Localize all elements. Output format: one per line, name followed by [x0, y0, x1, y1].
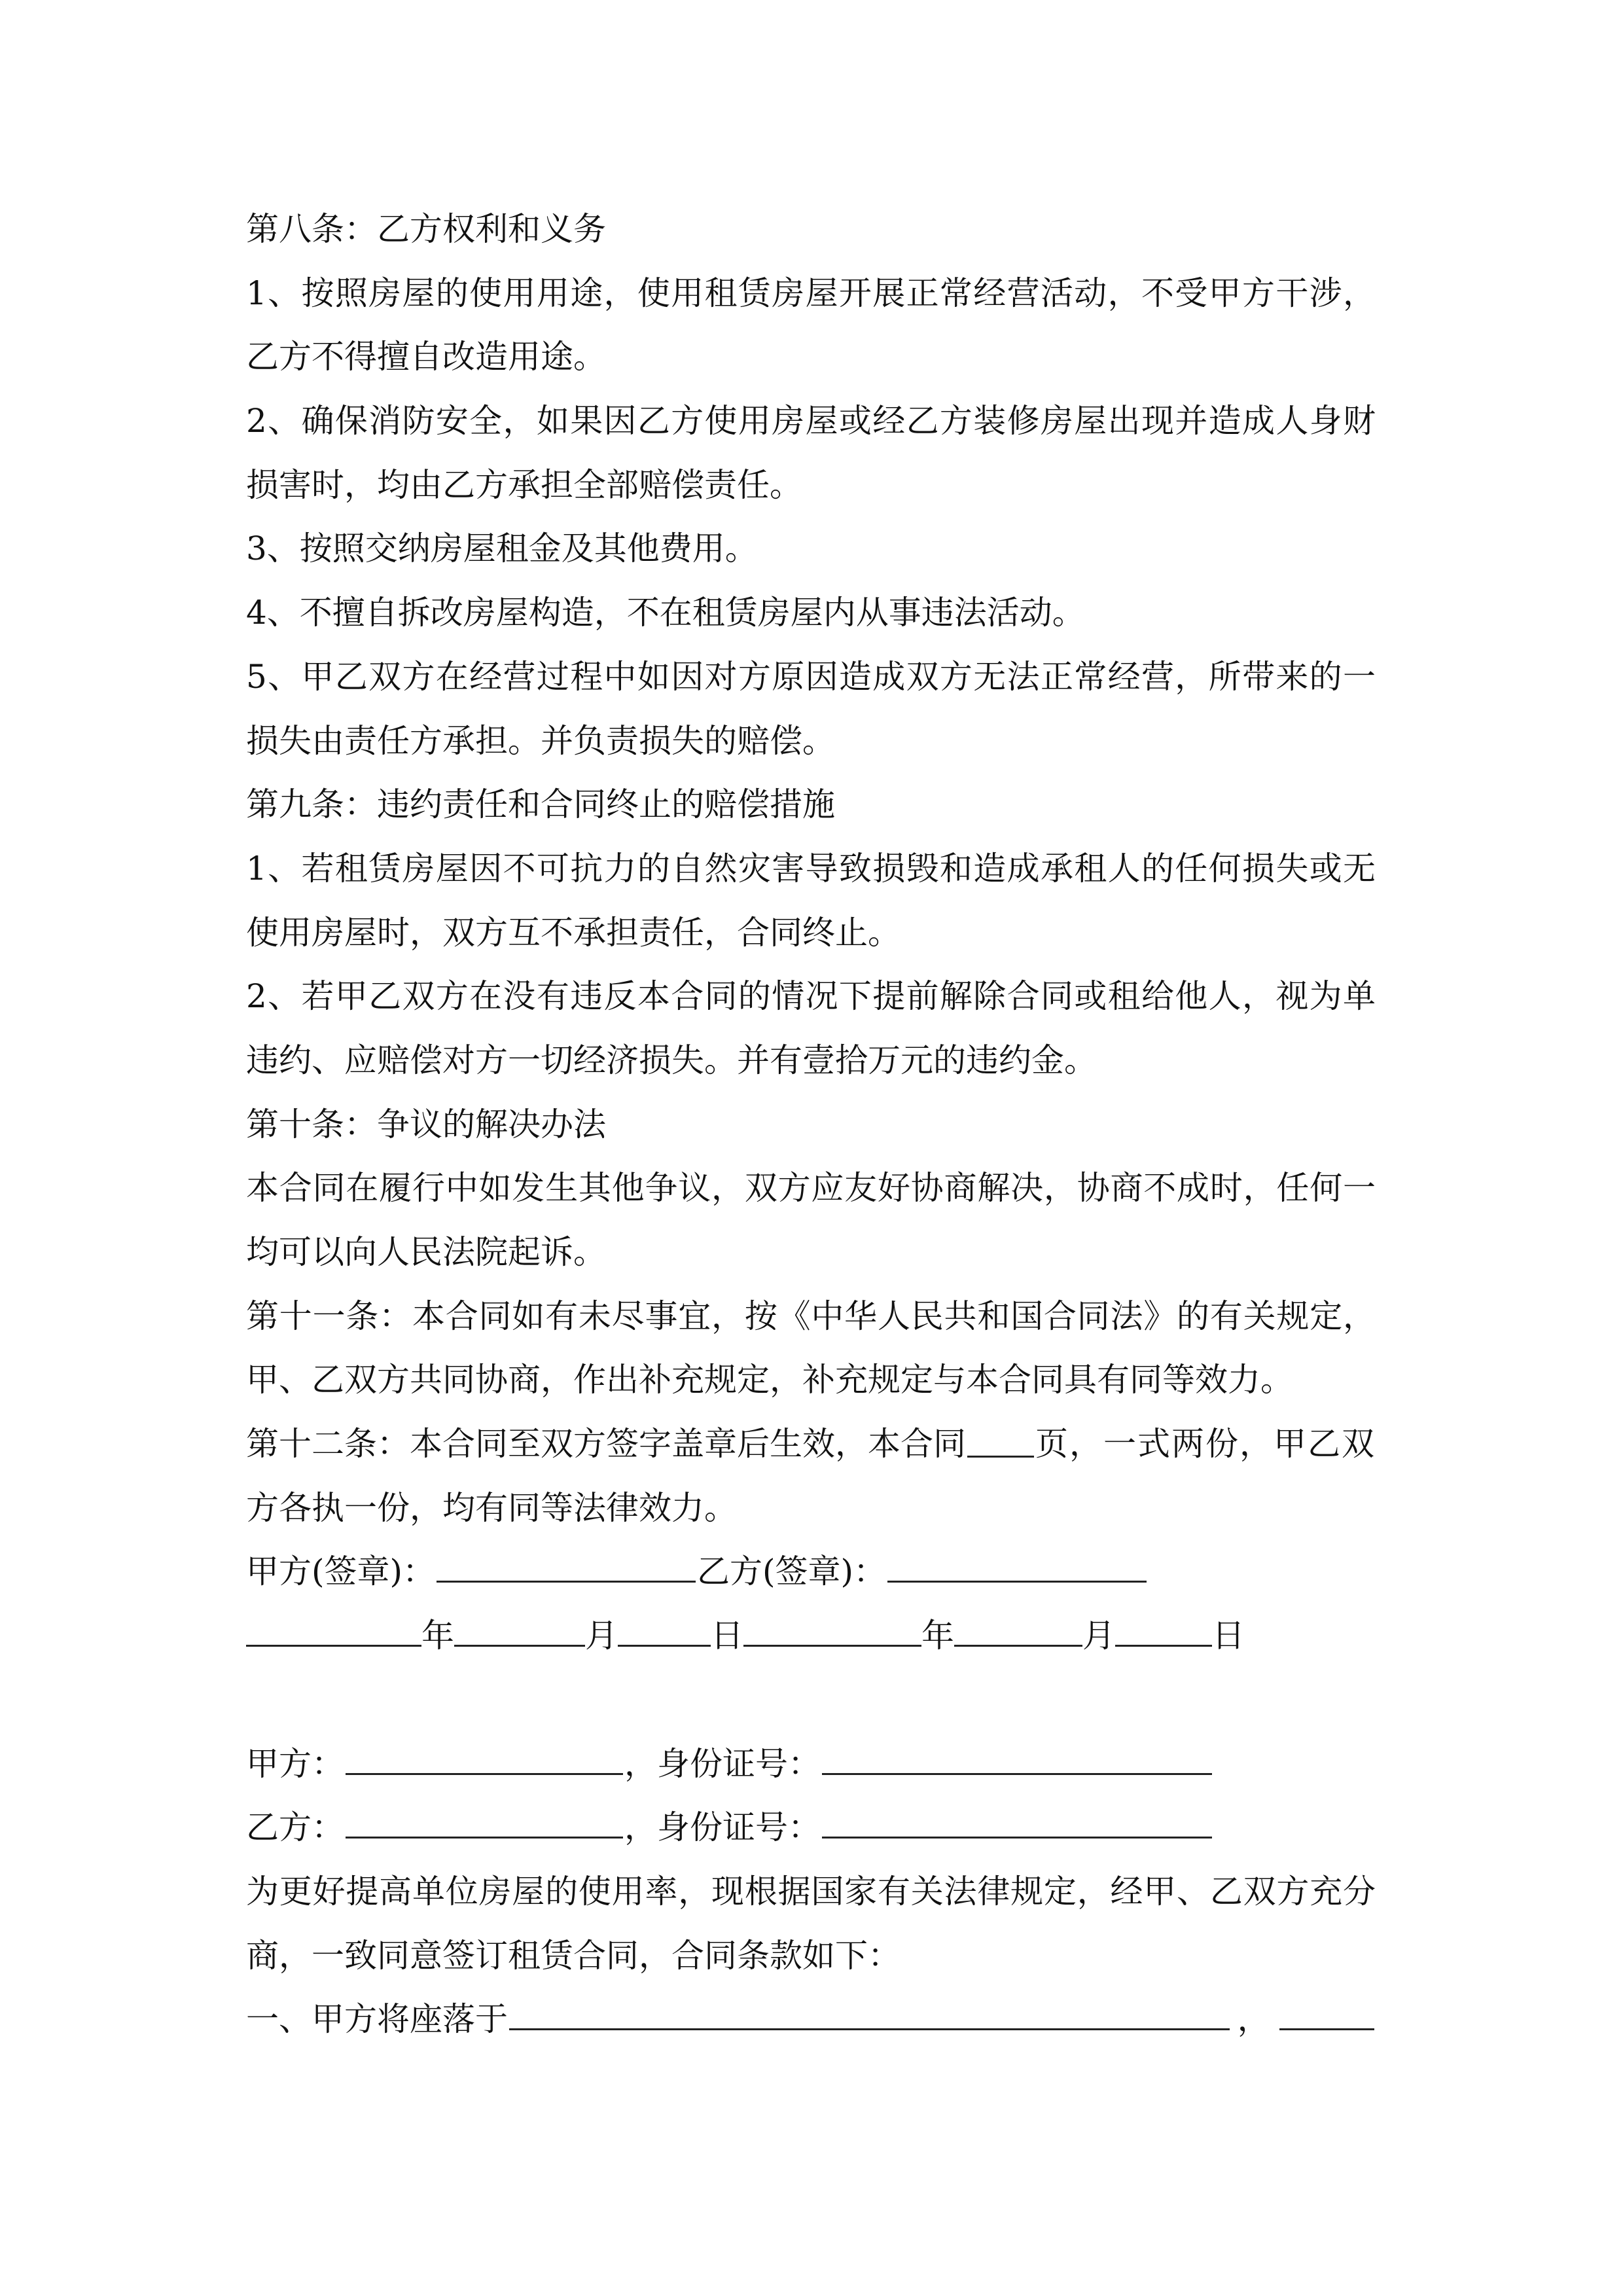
article-11-text-cont: 甲、乙双方共同协商，作出补充规定，补充规定与本合同具有同等效力。: [246, 1361, 1293, 1399]
article-9-title: 第九条：违约责任和合同终止的赔偿措施: [246, 785, 835, 824]
item-1-comma: ，: [1237, 2000, 1270, 2039]
month-label: 月: [585, 1617, 618, 1655]
article-9-item-2-cont: 违约、应赔偿对方一切经济损失。并有壹拾万元的违约金。: [246, 1041, 1097, 1079]
article-12-post: 页，一式两份，甲乙双: [1035, 1425, 1376, 1463]
contract-page: [246, 198, 1376, 2052]
article-10-text: 本合同在履行中如发生其他争议，双方应友好协商解决，协商不成时，任何一: [246, 1169, 1376, 1208]
party-a-id-line: [246, 1732, 1376, 1797]
party-b-day-blank[interactable]: [1115, 1605, 1212, 1647]
party-b-id-blank[interactable]: [822, 1797, 1212, 1839]
article-12-text: [246, 1412, 1376, 1477]
location-blank[interactable]: [509, 1989, 1230, 2030]
party-a-year-blank[interactable]: [246, 1605, 421, 1647]
article-8-item-3: 3、按照交纳房屋租金及其他费用。: [246, 529, 758, 568]
party-a-month-blank[interactable]: [454, 1605, 585, 1647]
intro-text-cont: 商，一致同意签订租赁合同，合同条款如下：: [246, 1936, 901, 1975]
article-8-item-5: 5、甲乙双方在经营过程中如因对方原因造成双方无法正常经营，所带来的一: [246, 657, 1376, 696]
spacer: [246, 1668, 1376, 1732]
party-a-seal-blank[interactable]: [437, 1541, 696, 1583]
article-8-title: 第八条：乙方权利和义务: [246, 210, 606, 248]
party-a-day-blank[interactable]: [618, 1605, 711, 1647]
article-12-pre: 第十二条：本合同至双方签字盖章后生效，本合同: [246, 1425, 966, 1463]
party-b-month-blank[interactable]: [954, 1605, 1082, 1647]
party-a-label: 甲方：: [246, 1744, 344, 1783]
party-b-name-blank[interactable]: [346, 1797, 623, 1839]
article-12-text-cont: 方各执一份，均有同等法律效力。: [246, 1488, 737, 1527]
year-label: 年: [421, 1617, 454, 1655]
item-1-line: [246, 1988, 1376, 2052]
date-line: [246, 1604, 1376, 1668]
party-a-id-blank[interactable]: [822, 1734, 1212, 1775]
party-b-seal-label: 乙方(签章)：: [697, 1552, 887, 1591]
article-9-item-1-cont: 使用房屋时，双方互不承担责任，合同终止。: [246, 913, 901, 952]
party-b-year-blank[interactable]: [743, 1605, 921, 1647]
article-8-item-4: 4、不擅自拆改房屋构造，不在租赁房屋内从事违法活动。: [246, 594, 1085, 632]
item-1-trailing-blank[interactable]: [1279, 1989, 1374, 2030]
article-8-item-5-cont: 损失由责任方承担。并负责损失的赔偿。: [246, 721, 835, 760]
article-9-item-2: 2、若甲乙双方在没有违反本合同的情况下提前解除合同或租给他人，视为单: [246, 977, 1376, 1016]
party-b-label: 乙方：: [246, 1808, 344, 1847]
intro-text: 为更好提高单位房屋的使用率，现根据国家有关法律规定，经甲、乙双方充分: [246, 1872, 1376, 1910]
day-label: 日: [1212, 1617, 1245, 1655]
article-8-item-2: 2、确保消防安全，如果因乙方使用房屋或经乙方装修房屋出现并造成人身财: [246, 402, 1376, 440]
page-count-blank[interactable]: [967, 1412, 1034, 1458]
day-label: 日: [711, 1617, 743, 1655]
article-8-item-1: 1、按照房屋的使用用途，使用租赁房屋开展正常经营活动，不受甲方干涉，: [246, 274, 1376, 312]
party-a-name-blank[interactable]: [346, 1734, 623, 1775]
article-8-item-1-cont: 乙方不得擅自改造用途。: [246, 338, 606, 376]
party-b-seal-blank[interactable]: [887, 1541, 1147, 1583]
party-b-id-line: [246, 1796, 1376, 1860]
id-label: ，身份证号：: [624, 1744, 821, 1783]
id-label: ，身份证号：: [624, 1808, 821, 1847]
signature-line: [246, 1540, 1376, 1604]
year-label: 年: [921, 1617, 954, 1655]
article-10-title: 第十条：争议的解决办法: [246, 1105, 606, 1143]
article-10-text-cont: 均可以向人民法院起诉。: [246, 1233, 606, 1271]
month-label: 月: [1082, 1617, 1115, 1655]
article-9-item-1: 1、若租赁房屋因不可抗力的自然灾害导致损毁和造成承租人的任何损失或无: [246, 849, 1376, 888]
item-1-label: 一、甲方将座落于: [246, 2000, 508, 2039]
party-a-seal-label: 甲方(签章)：: [246, 1552, 436, 1591]
article-11-text: 第十一条：本合同如有未尽事宜，按《中华人民共和国合同法》的有关规定，: [246, 1297, 1376, 1335]
article-8-item-2-cont: 损害时，均由乙方承担全部赔偿责任。: [246, 465, 802, 504]
